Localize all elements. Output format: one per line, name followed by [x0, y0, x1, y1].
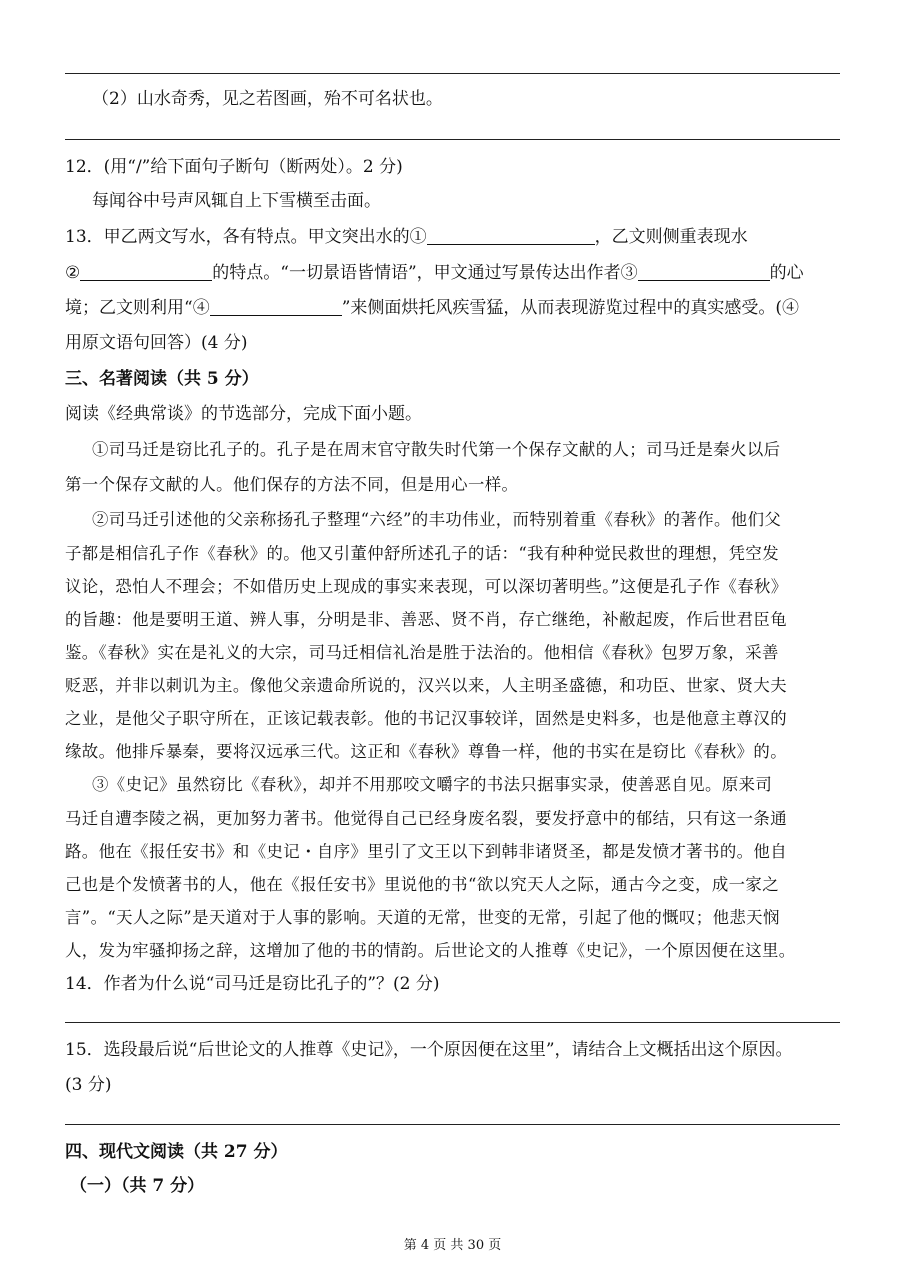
- answer-line: [65, 1022, 840, 1023]
- answer-line: [65, 73, 840, 74]
- page-footer: 第 4 页 共 30 页: [403, 1238, 502, 1253]
- q15-prompt: 15．选段最后说“后世论文的人推尊《史记》，一个原因便在这里”，请结合上文概括出这个原因。: [65, 1040, 793, 1060]
- passage-line: 马迁自遭李陵之祸，更加努力著书。他觉得自己已经身废名裂，要发抒意中的郁结，只有这一条通: [65, 809, 787, 828]
- q13-text: ”来侧面烘托风疾雪猛，从而表现游览过程中的真实感受。(④: [341, 298, 800, 318]
- q13-line-4: 用原文语句回答）(4 分): [65, 333, 248, 353]
- q13-text: ②: [65, 263, 81, 283]
- section-3-title: 三、名著阅读（共 5 分）: [65, 369, 259, 389]
- answer-line: [65, 139, 840, 140]
- q13-text: 13．甲乙两文写水，各有特点。甲文突出水的①: [65, 227, 427, 247]
- q12-sentence: 每闻谷中号声风辄自上下雪横至击面。: [92, 191, 381, 211]
- passage-line: 人，发为牢骚抑扬之辞，这增加了他的书的情韵。后世论文的人推尊《史记》，一个原因便在这里。: [65, 941, 796, 960]
- passage-line: 路。他在《报任安书》和《史记・自序》里引了文王以下到韩非诸贤圣，都是发愤才著书的。他自: [65, 842, 787, 861]
- section-3-intro: 阅读《经典常谈》的节选部分，完成下面小题。: [65, 404, 422, 424]
- answer-blank-3[interactable]: [638, 262, 770, 281]
- section-4-title: 四、现代文阅读（共 27 分）: [65, 1142, 288, 1162]
- answer-blank-4[interactable]: [210, 297, 342, 316]
- passage-line: 子都是相信孔子作《春秋》的。他又引董仲舒所述孔子的话：“我有种种觉民救世的理想，凭空发: [65, 544, 779, 563]
- passage-line: 的旨趣：他是要明王道、辨人事，分明是非、善恶、贤不肖，存亡继绝，补敝起废，作后世君臣龟: [65, 610, 787, 629]
- passage-line: ②司马迁引述他的父亲称扬孔子整理“六经”的丰功伟业，而特别着重《春秋》的著作。他们父: [92, 510, 782, 529]
- answer-line: [65, 1124, 840, 1125]
- answer-blank-2[interactable]: [80, 262, 212, 281]
- passage-line: 之业，是他父子职守所在，正该记载表彰。他的书记汉事较详，固然是史料多，也是他意主尊汉的: [65, 709, 787, 728]
- q13-text: ，乙文则侧重表现水: [594, 227, 748, 247]
- q11-item-2: （2）山水奇秀，见之若图画，殆不可名状也。: [92, 89, 443, 109]
- q12-prompt: 12．(用“/”给下面句子断句（断两处）。2 分): [65, 157, 403, 177]
- q13-line-3: [65, 295, 845, 321]
- passage-line: 缘故。他排斥暴秦，要将汉远承三代。这正和《春秋》尊鲁一样，他的书实在是窃比《春秋》的。: [65, 742, 787, 761]
- passage-line: 议论，恐怕人不理会；不如借历史上现成的事实来表现，可以深切著明些。”这便是孔子作《春秋》: [65, 577, 788, 596]
- passage-line: 己也是个发愤著书的人，他在《报任安书》里说他的书“欲以究天人之际，通古今之变，成一家之: [65, 875, 779, 894]
- answer-blank-1[interactable]: [427, 226, 595, 245]
- passage-line: ①司马迁是窃比孔子的。孔子是在周末官守散失时代第一个保存文献的人；司马迁是秦火以后: [92, 440, 781, 459]
- passage-line: ③《史记》虽然窃比《春秋》，却并不用那咬文嚼字的书法只据事实录，使善恶自见。原来司: [92, 775, 773, 794]
- q13-text: 境；乙文则利用“④: [65, 298, 210, 318]
- passage-line: 言”。“天人之际”是天道对于人事的影响。天道的无常，世变的无常，引起了他的慨叹；他悲天悯: [65, 908, 780, 927]
- q13-line-1: [65, 224, 845, 250]
- passage-line: 贬恶，并非以刺讥为主。像他父亲遗命所说的，汉兴以来，人主明圣盛德，和功臣、世家、贤大夫: [65, 676, 787, 695]
- q15-prompt-score: (3 分): [65, 1075, 112, 1095]
- section-4-subtitle: （一）（共 7 分）: [70, 1176, 205, 1196]
- q13-text: 的特点。“一切景语皆情语”，甲文通过写景传达出作者③: [212, 263, 638, 283]
- q13-line-2: [65, 260, 845, 286]
- passage-line: 鉴。《春秋》实在是礼义的大宗，司马迁相信礼治是胜于法治的。他相信《春秋》包罗万象，采善: [65, 643, 779, 662]
- q13-text: 的心: [769, 263, 804, 283]
- q14-prompt: 14．作者为什么说“司马迁是窃比孔子的”？(2 分): [65, 974, 440, 994]
- passage-line: 第一个保存文献的人。他们保存的方法不同，但是用心一样。: [65, 475, 519, 494]
